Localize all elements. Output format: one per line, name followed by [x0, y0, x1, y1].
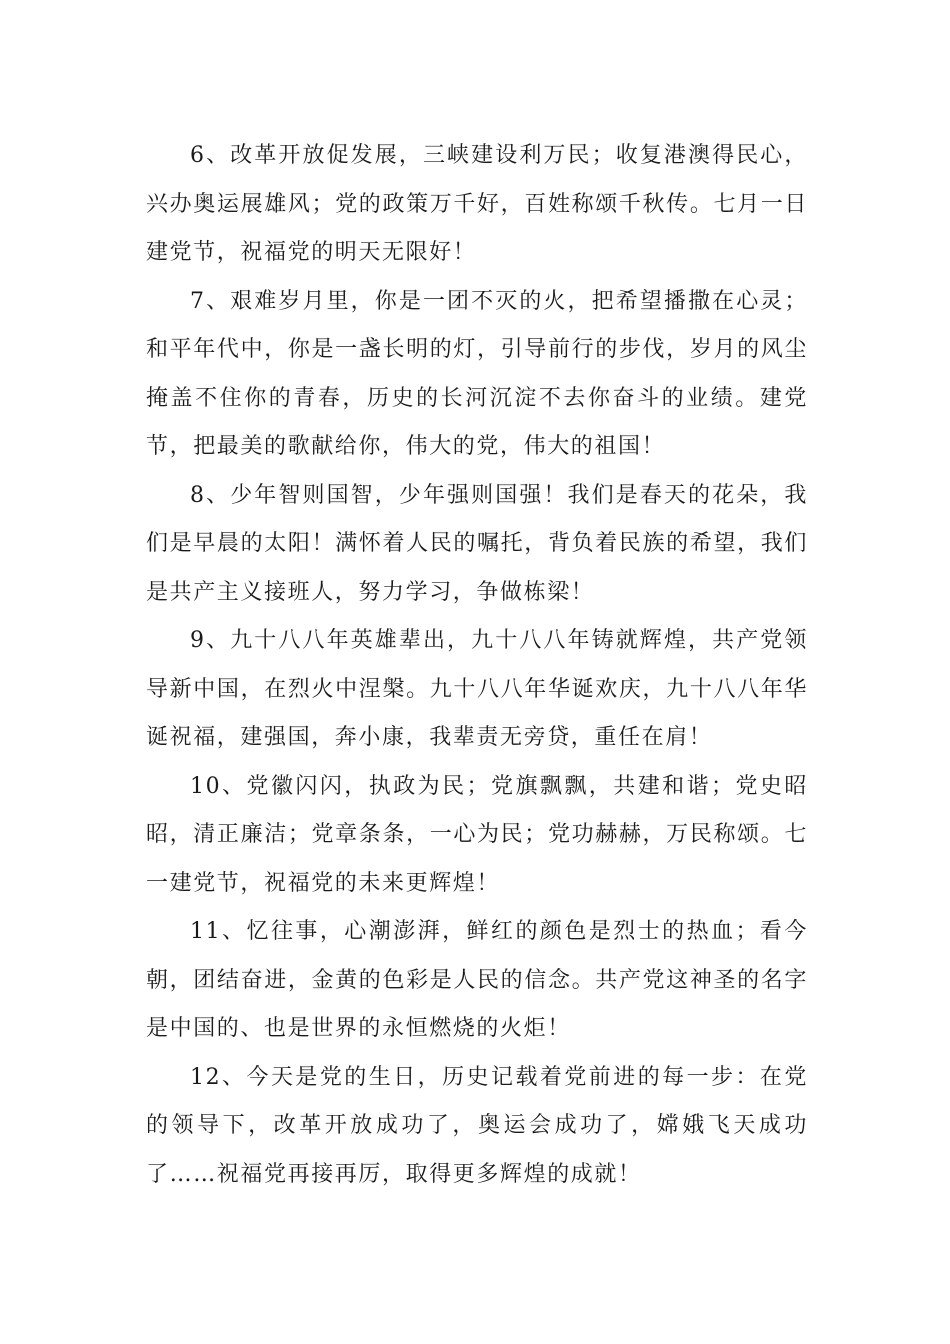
paragraph-9: 9、九十八八年英雄辈出，九十八八年铸就辉煌，共产党领导新中国，在烈火中涅槃。九十八八年华诞欢庆，九十八八年华诞祝福，建强国，奔小康，我辈责无旁贷，重任在肩！: [146, 628, 808, 750]
paragraph-8: 8、少年智则国智，少年强则国强！我们是春天的花朵，我们是早晨的太阳！满怀着人民的嘱托，背负着民族的希望，我们是共产主义接班人，努力学习，争做栋梁！: [146, 482, 808, 605]
paragraph-12: 12、今天是党的生日，历史记载着党前进的每一步：在党的领导下，改革开放成功了，奥运会成功了，嫦娥飞天成功了……祝福党再接再厉，取得更多辉煌的成就！: [146, 1064, 808, 1187]
paragraph-7: 7、艰难岁月里，你是一团不灭的火，把希望播撒在心灵；和平年代中，你是一盏长明的灯，引导前行的步伐，岁月的风尘掩盖不住你的青春，历史的长河沉淀不去你奋斗的业绩。建党节，把最美的歌献给你，伟大的党，伟大的祖国！: [146, 288, 808, 459]
document-body: [146, 132, 808, 1199]
paragraph-6: 6、改革开放促发展，三峡建设利万民；收复港澳得民心，兴办奥运展雄风；党的政策万千好，百姓称颂千秋传。七月一日建党节，祝福党的明天无限好！: [146, 143, 808, 265]
paragraph-10: 10、党徽闪闪，执政为民；党旗飘飘，共建和谐；党史昭昭，清正廉洁；党章条条，一心为民；党功赫赫，万民称颂。七一建党节，祝福党的未来更辉煌！: [146, 773, 808, 896]
paragraph-11: 11、忆往事，心潮澎湃，鲜红的颜色是烈士的热血；看今朝，团结奋进，金黄的色彩是人民的信念。共产党这神圣的名字是中国的、也是世界的永恒燃烧的火炬！: [146, 919, 808, 1041]
